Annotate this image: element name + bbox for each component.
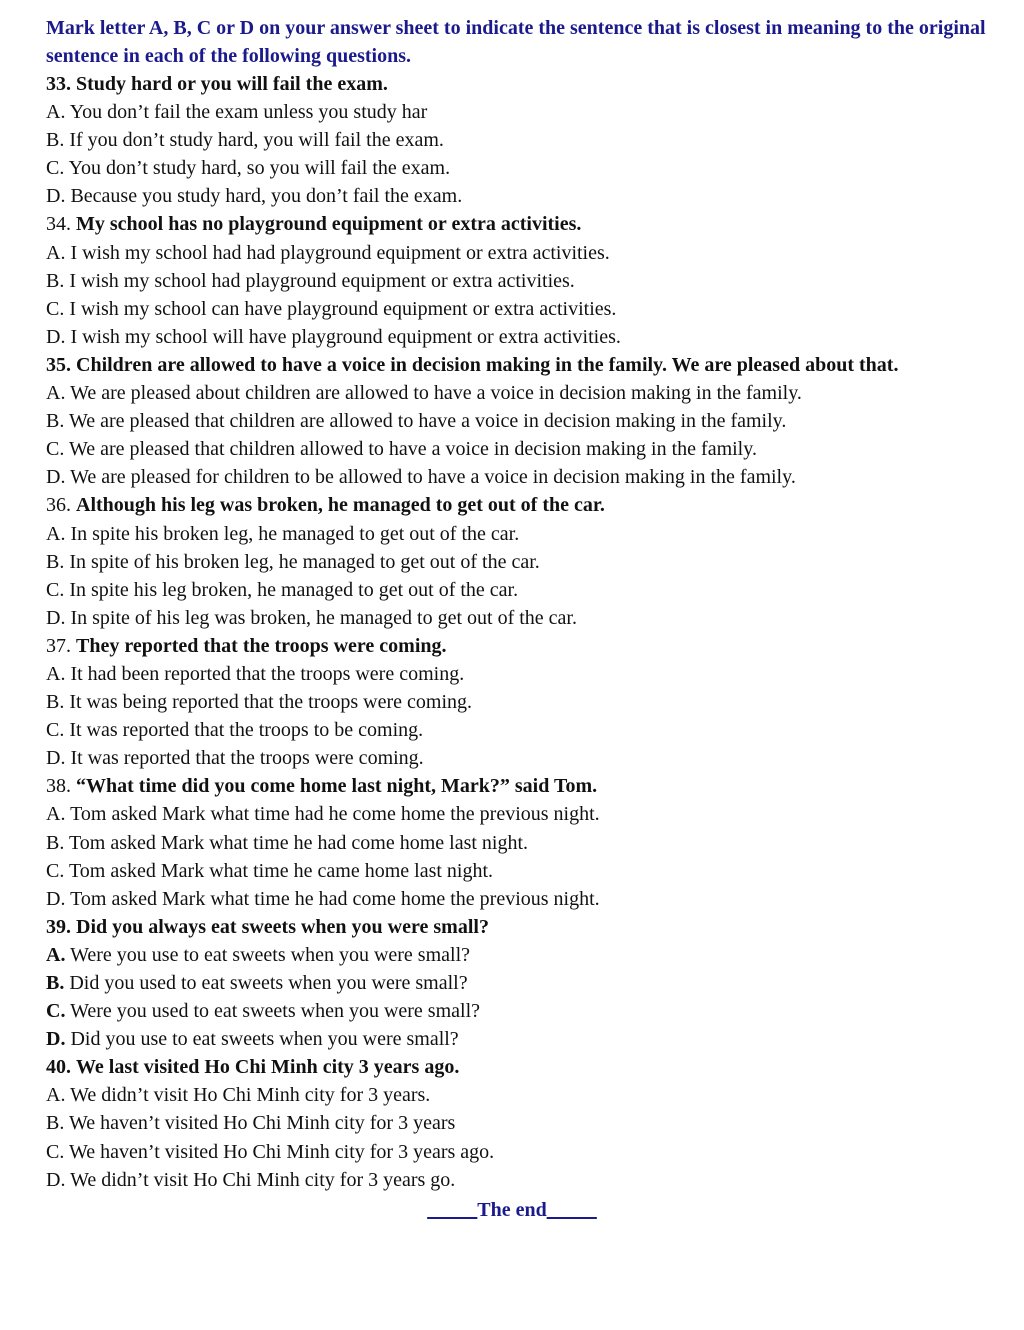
answer-option (46, 520, 986, 548)
option-text: Were you use to eat sweets when you were small? (70, 943, 471, 966)
answer-option (46, 688, 986, 716)
answer-option (46, 604, 986, 632)
instructions: Mark letter A, B, C or D on your answer sheet to indicate the sentence that is closest in meaning to the original sentence in each of the following questions. (46, 17, 986, 67)
answer-option (46, 267, 986, 295)
option-letter: A. (46, 522, 66, 545)
question-block (46, 1053, 986, 1193)
answer-option (46, 98, 986, 126)
answer-option (46, 829, 986, 857)
question-number: 34. (46, 213, 71, 236)
question-text: Children are allowed to have a voice in decision making in the family. We are pleased about that. (76, 353, 899, 376)
option-text: In spite of his leg was broken, he managed to get out of the car. (70, 606, 577, 629)
answer-option (46, 295, 986, 323)
answer-option (46, 1109, 986, 1137)
answer-option (46, 857, 986, 885)
question-number: 39. (46, 915, 71, 938)
option-text: Tom asked Mark what time had he come home the previous night. (70, 803, 600, 826)
option-text: In spite of his broken leg, he managed to get out of the car. (69, 550, 540, 573)
option-letter: D. (46, 747, 66, 770)
question-block (46, 913, 986, 1053)
option-text: We are pleased that children are allowed to have a voice in decision making in the family. (68, 410, 787, 433)
option-text: It was being reported that the troops were coming. (69, 691, 472, 714)
option-letter: B. (46, 550, 65, 573)
answer-option (46, 716, 986, 744)
option-letter: B. (46, 972, 65, 994)
option-letter: D. (46, 185, 66, 208)
answer-option (46, 800, 986, 828)
question-stem (46, 772, 986, 800)
option-letter: C. (46, 157, 65, 180)
question-block (46, 70, 986, 210)
question-text: My school has no playground equipment or extra activities. (76, 213, 582, 236)
option-text: I wish my school will have playground equipment or extra activities. (70, 325, 621, 348)
question-stem (46, 491, 986, 519)
option-text: I wish my school had playground equipment or extra activities. (69, 269, 575, 292)
answer-option (46, 239, 986, 267)
option-text: We didn’t visit Ho Chi Minh city for 3 years go. (70, 1168, 456, 1191)
option-letter: C. (46, 578, 65, 601)
answer-option (46, 576, 986, 604)
answer-option (46, 660, 986, 688)
answer-option (46, 885, 986, 913)
option-text: In spite his leg broken, he managed to get out of the car. (69, 578, 519, 601)
question-text: We last visited Ho Chi Minh city 3 years ago. (76, 1056, 460, 1079)
option-letter: B. (46, 410, 65, 433)
option-letter: B. (46, 269, 65, 292)
question-block (46, 351, 986, 491)
option-text: We are pleased that children allowed to have a voice in decision making in the family. (68, 438, 757, 461)
answer-option (46, 435, 986, 463)
question-text: Did you always eat sweets when you were small? (76, 915, 489, 938)
question-block (46, 491, 986, 631)
option-letter: A. (46, 662, 66, 685)
question-stem (46, 632, 986, 660)
option-text: We are pleased about children are allowed to have a voice in decision making in the family. (70, 382, 802, 405)
option-letter: A. (46, 241, 66, 264)
end-rule-left: _____ (427, 1199, 478, 1221)
question-number: 35. (46, 353, 71, 376)
question-block (46, 210, 986, 350)
option-text: Did you used to eat sweets when you were small? (69, 972, 468, 994)
option-text: We didn’t visit Ho Chi Minh city for 3 years. (70, 1084, 431, 1107)
answer-option (46, 1138, 986, 1166)
answer-option (46, 1081, 986, 1109)
option-text: Tom asked Mark what time he came home last night. (68, 859, 494, 882)
question-number: 37. (46, 634, 71, 657)
option-letter: D. (46, 466, 66, 489)
option-text: It was reported that the troops were coming. (70, 747, 424, 770)
question-block (46, 772, 986, 912)
question-number: 40. (46, 1056, 71, 1079)
answer-option (46, 997, 986, 1025)
option-letter: A. (46, 101, 66, 124)
question-number: 33. (46, 73, 71, 95)
option-text: Did you use to eat sweets when you were small? (70, 1028, 459, 1051)
end-rule-right: _____ (546, 1199, 597, 1221)
answer-option (46, 969, 986, 997)
question-block (46, 632, 986, 772)
option-letter: D. (46, 1168, 66, 1191)
option-letter: C. (46, 438, 65, 461)
answer-option (46, 323, 986, 351)
question-number: 36. (46, 494, 71, 517)
option-letter: A. (46, 943, 66, 966)
option-letter: B. (46, 129, 65, 152)
option-letter: D. (46, 1028, 66, 1051)
option-letter: C. (46, 719, 65, 742)
option-letter: C. (46, 859, 65, 882)
option-letter: B. (46, 691, 65, 714)
option-text: I wish my school can have playground equipment or extra activities. (69, 297, 617, 320)
option-text: Because you study hard, you don’t fail the exam. (70, 185, 463, 208)
answer-option (46, 941, 986, 969)
answer-option (46, 407, 986, 435)
option-letter: A. (46, 1084, 66, 1107)
option-text: Tom asked Mark what time he had come home the previous night. (70, 887, 600, 910)
option-letter: C. (46, 1000, 66, 1023)
end-label: The end (477, 1199, 547, 1221)
question-stem (46, 1053, 986, 1081)
question-text: “What time did you come home last night, Mark?” said Tom. (76, 775, 598, 798)
option-letter: B. (46, 831, 65, 854)
option-letter: D. (46, 325, 66, 348)
answer-option (46, 548, 986, 576)
option-letter: D. (46, 887, 66, 910)
option-text: We haven’t visited Ho Chi Minh city for 3 years ago. (68, 1140, 495, 1163)
option-letter: C. (46, 1140, 65, 1163)
option-letter: C. (46, 297, 65, 320)
option-letter: A. (46, 382, 66, 405)
question-stem (46, 210, 986, 238)
option-letter: A. (46, 803, 66, 826)
answer-option (46, 1025, 986, 1053)
question-list (46, 70, 986, 1194)
answer-option (46, 463, 986, 491)
option-text: It had been reported that the troops were coming. (70, 662, 465, 685)
answer-option (46, 126, 986, 154)
option-text: We haven’t visited Ho Chi Minh city for 3 years (68, 1112, 456, 1135)
question-number: 38. (46, 775, 71, 798)
answer-option (46, 1166, 986, 1194)
question-stem (46, 70, 986, 98)
question-text: Study hard or you will fail the exam. (76, 73, 388, 95)
option-letter: D. (46, 606, 66, 629)
option-text: Tom asked Mark what time he had come home last night. (68, 831, 529, 854)
document-body (46, 14, 986, 1194)
question-stem (46, 913, 986, 941)
option-text: It was reported that the troops to be coming. (69, 719, 424, 742)
option-text: If you don’t study hard, you will fail the exam. (69, 129, 444, 152)
option-text: In spite his broken leg, he managed to get out of the car. (70, 522, 520, 545)
option-letter: B. (46, 1112, 65, 1135)
option-text: You don’t study hard, so you will fail the exam. (68, 157, 451, 180)
answer-option (46, 744, 986, 772)
question-stem (46, 351, 986, 379)
answer-option (46, 379, 986, 407)
question-text: Although his leg was broken, he managed to get out of the car. (76, 494, 605, 517)
answer-option (46, 182, 986, 210)
option-text: We are pleased for children to be allowed to have a voice in decision making in the family. (70, 466, 796, 489)
option-text: I wish my school had had playground equipment or extra activities. (70, 241, 610, 264)
option-text: Were you used to eat sweets when you were small? (70, 1000, 481, 1023)
option-text: You don’t fail the exam unless you study har (69, 101, 428, 124)
answer-option (46, 154, 986, 182)
question-text: They reported that the troops were coming. (76, 634, 447, 657)
end-marker (0, 1196, 1024, 1224)
